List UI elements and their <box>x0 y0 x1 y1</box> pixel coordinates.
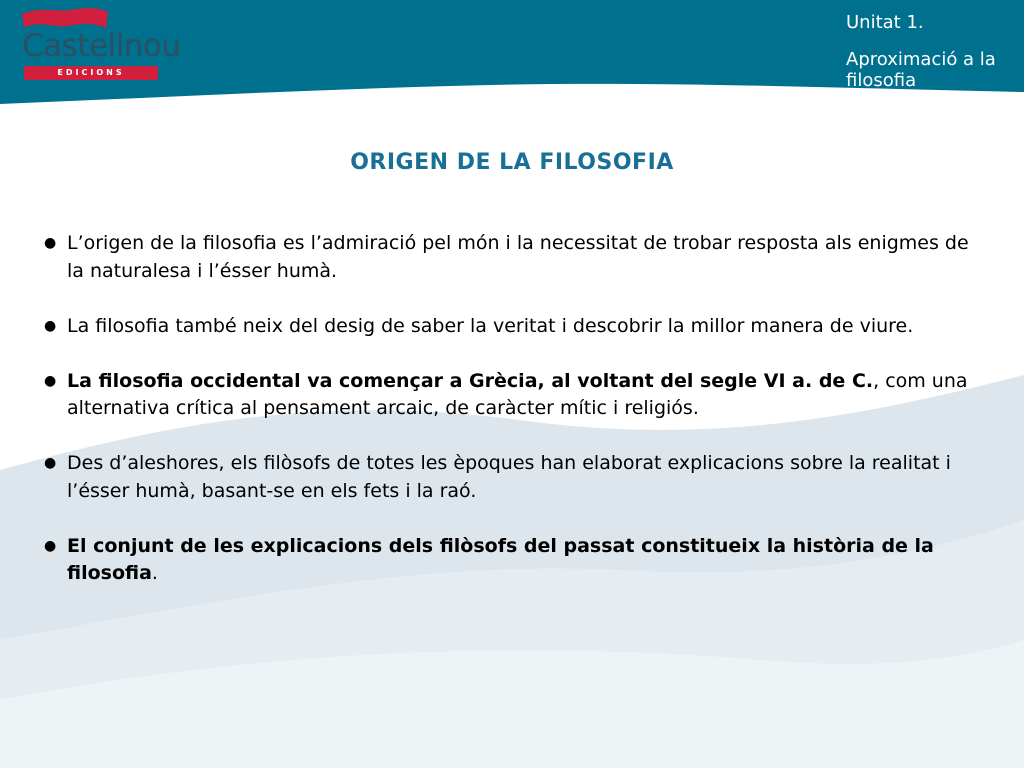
castellnou-logo <box>20 6 181 78</box>
unit-title: Aproximació a la filosofia <box>846 49 996 91</box>
bullet-list <box>44 230 974 615</box>
bullet-item <box>44 230 974 285</box>
bullet-item <box>44 313 974 341</box>
unit-info <box>846 12 1016 91</box>
logo-wordmark: Castellnou <box>22 28 181 64</box>
bullet-dot-icon: ● <box>44 372 57 389</box>
bullet-text: . <box>151 562 158 584</box>
slide-title: ORIGEN DE LA FILOSOFIA <box>350 150 674 175</box>
bullet-bold-text: La filosofia occidental va començar a Grècia, al voltant del segle VI a. de C. <box>67 369 874 392</box>
bullet-item <box>44 533 974 588</box>
logo-subtitle: EDICIONS <box>24 66 158 80</box>
bullet-item <box>44 450 974 505</box>
bullet-text: Des d’aleshores, els filòsofs de totes les èpoques han elaborat explicacions sobre la realitat i l’ésser humà, basant-se en els fets i la raó. <box>67 452 951 502</box>
bullet-item <box>44 368 974 423</box>
bullet-dot-icon: ● <box>44 455 57 471</box>
bullet-dot-icon: ● <box>44 537 57 554</box>
bullet-dot-icon: ● <box>44 235 57 251</box>
bullet-text: La filosofia també neix del desig de saber la veritat i descobrir la millor manera de viure. <box>67 314 914 337</box>
bullet-text: , com una alternativa crítica al pensament arcaic, de caràcter mític i religiós. <box>67 369 968 419</box>
bullet-dot-icon: ● <box>44 317 57 334</box>
slide-header <box>0 0 1024 120</box>
bullet-bold-text: El conjunt de les explicacions dels filòsofs del passat constitueix la història de la filosofia <box>67 534 934 584</box>
unit-number: Unitat 1. <box>846 12 924 33</box>
bullet-text: L’origen de la filosofia es l’admiració pel món i la necessitat de trobar resposta als enigmes de la naturalesa i l’ésser humà. <box>67 232 969 282</box>
